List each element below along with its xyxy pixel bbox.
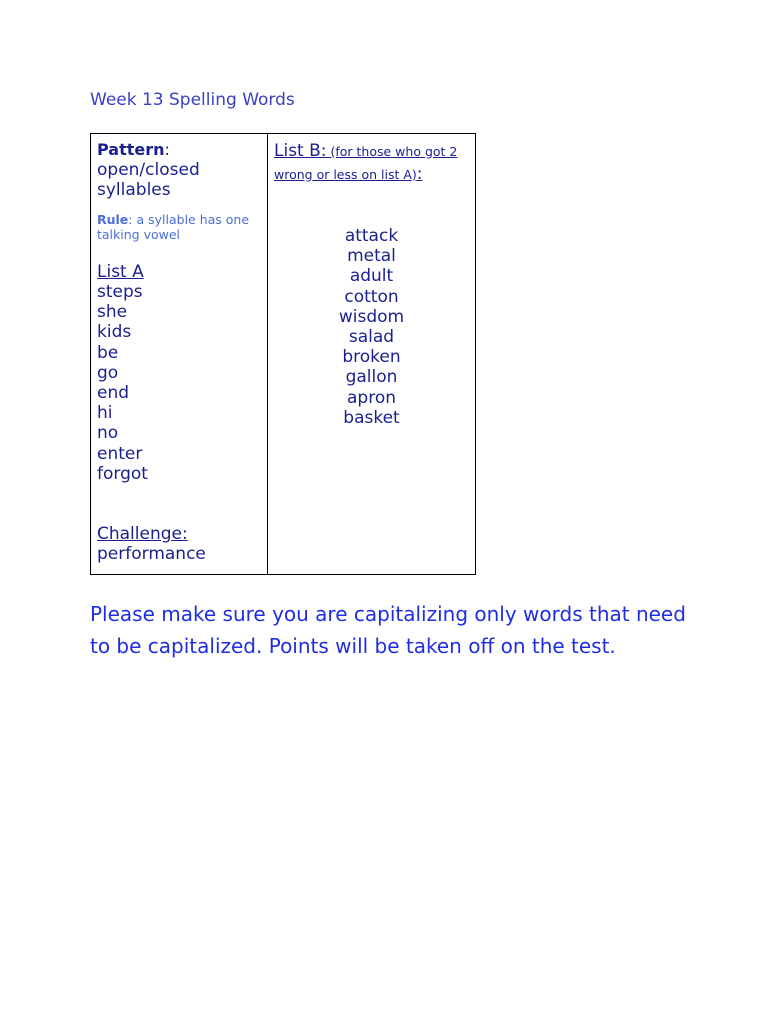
list-a-word: steps [97, 282, 143, 302]
list-b-title: List B: [274, 141, 327, 161]
list-b-word: basket [343, 407, 400, 428]
list-b-qualifier: (for those who got 2 wrong or less on list A) [274, 144, 458, 182]
list-a-word: hi [97, 403, 113, 424]
pattern-heading [97, 140, 261, 160]
capitalization-note: Please make sure you are capitalizing only words that need to be capitalized. Points will be taken off on the test. [90, 602, 686, 658]
list-a-words [97, 282, 261, 484]
list-b-heading [274, 140, 469, 186]
list-a-word: kids [97, 322, 132, 343]
rule-text: : a syllable has one talking vowel [97, 212, 250, 242]
list-a-heading: List A [97, 262, 144, 282]
pattern-label: Pattern [97, 140, 165, 159]
list-b-word: gallon [345, 367, 398, 388]
list-b-word: cotton [344, 286, 399, 307]
list-a-word: be [97, 342, 119, 363]
list-b-words [274, 226, 469, 428]
list-a-word: forgot [97, 463, 148, 484]
page-title: Week 13 Spelling Words [90, 90, 295, 110]
list-a-word: enter [97, 443, 143, 464]
list-a-word: go [97, 362, 119, 383]
list-b-word: broken [342, 347, 401, 368]
list-b-column [268, 134, 475, 574]
list-b-word: adult [349, 266, 394, 287]
spelling-word-table [90, 133, 476, 575]
list-b-qualifier-colon: : [416, 164, 423, 184]
list-b-word: salad [348, 327, 395, 348]
rule-note [97, 212, 261, 242]
pattern-colon: : [164, 140, 170, 159]
list-b-word: apron [347, 387, 396, 408]
list-b-word: attack [344, 226, 399, 246]
list-a-word: no [97, 423, 119, 444]
pattern-text: open/closed syllables [97, 160, 200, 200]
challenge-word: performance [97, 544, 206, 565]
list-b-word: wisdom [338, 306, 405, 327]
list-b-word: metal [347, 246, 396, 267]
rule-label: Rule [97, 212, 129, 227]
list-a-word: end [97, 383, 130, 404]
challenge-heading: Challenge: [97, 524, 188, 545]
list-a-column [91, 134, 268, 574]
list-a-word: she [97, 302, 128, 323]
